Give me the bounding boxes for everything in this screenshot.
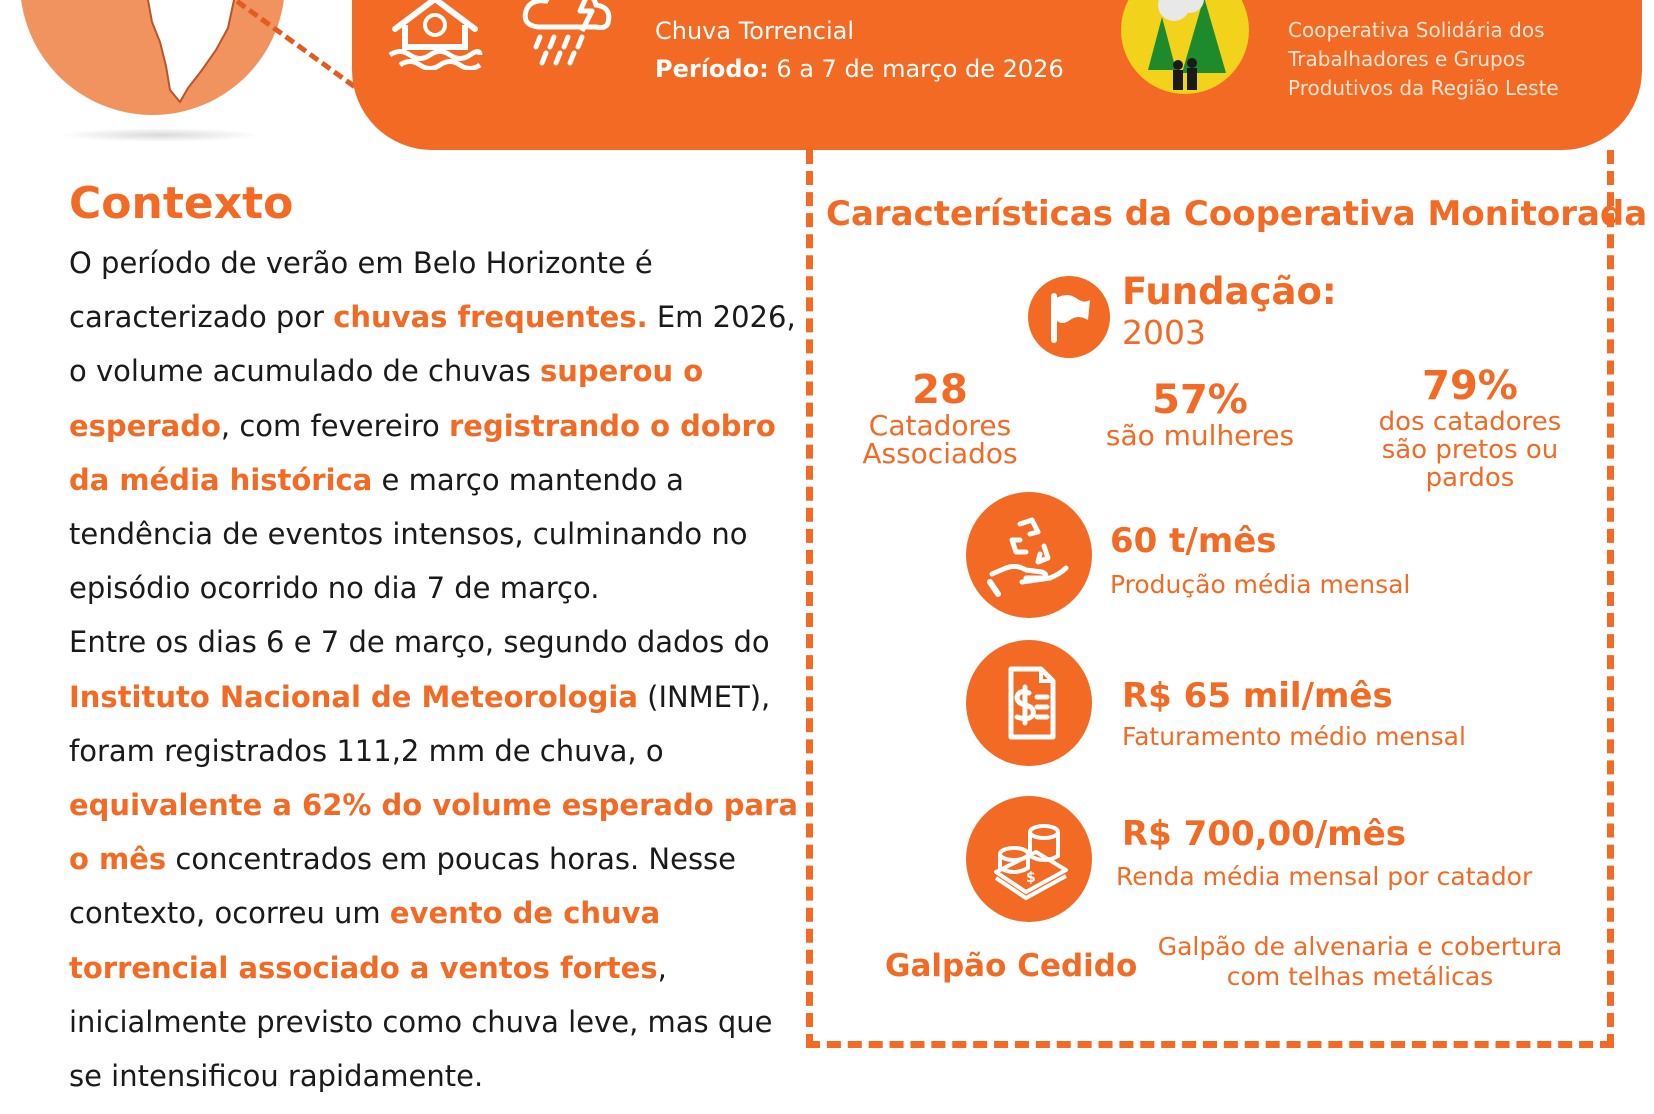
warehouse-description — [1150, 932, 1570, 992]
foundation-label: Fundação: — [1122, 270, 1337, 313]
stat-text: são mulheres — [1105, 419, 1295, 452]
context-highlight: Instituto Nacional de Meteorologia — [69, 679, 638, 714]
context-text: concentrados em poucas horas. Nesse contexto, ocorreu um — [69, 842, 737, 931]
recycling-hand-icon — [966, 492, 1092, 618]
revenue-label: Faturamento médio mensal — [1122, 722, 1466, 751]
stat-number: 28 — [912, 367, 968, 413]
cooperative-name-line: Trabalhadores e Grupos — [1288, 47, 1526, 71]
context-highlight: equivalente a 62% do volume esperado para o mês — [69, 788, 798, 877]
stat-text: Associados — [862, 437, 1018, 470]
stat-number: 57% — [1152, 377, 1248, 423]
stat-women — [1090, 378, 1310, 450]
stat-black-brown — [1370, 364, 1570, 492]
svg-text:$: $ — [1026, 870, 1036, 886]
revenue-value: R$ 65 mil/mês — [1122, 676, 1393, 716]
flag-icon — [1028, 276, 1110, 358]
income-value: R$ 700,00/mês — [1122, 814, 1407, 854]
stat-text: são pretos ou — [1381, 435, 1559, 465]
panel-title: Características da Cooperativa Monitorada — [826, 194, 1648, 234]
rain-storm-icon — [520, 0, 620, 75]
warehouse-description-line: Galpão de alvenaria e cobertura — [1157, 932, 1563, 961]
context-highlight: evento de chuva torrencial associado a ventos fortes — [69, 896, 661, 985]
context-text: O período de verão em Belo Horizonte é caracterizado por — [69, 246, 653, 335]
cooperative-name — [1288, 16, 1559, 103]
stat-text: Catadores — [868, 409, 1012, 442]
context-text: Entre os dias 6 e 7 de março, segundo dados do — [69, 625, 770, 660]
globe-map-icon — [20, 0, 285, 115]
context-text: , com fevereiro — [220, 408, 449, 443]
context-body — [69, 236, 809, 1103]
context-text: , inicialmente previsto como chuva leve, mas que se intensificou rapidamente. — [69, 950, 773, 1094]
warehouse-description-line: com telhas metálicas — [1226, 962, 1494, 991]
cooperative-name-line: Produtivos da Região Leste — [1288, 76, 1559, 100]
context-text: Em 2026, o volume acumulado de chuvas — [69, 300, 796, 389]
globe-shadow — [60, 128, 260, 142]
cooperative-name-line: Cooperativa Solidária dos — [1288, 18, 1545, 42]
coins-money-icon — [966, 796, 1092, 922]
foundation-year: 2003 — [1122, 313, 1206, 352]
context-title: Contexto — [69, 178, 294, 229]
event-period — [655, 55, 1064, 83]
context-highlight: registrando o dobro da média histórica — [69, 408, 776, 497]
context-highlight: chuvas frequentes. — [333, 300, 648, 335]
event-type: Chuva Torrencial — [655, 17, 854, 45]
stat-text: dos catadores — [1378, 407, 1562, 437]
warehouse-title: Galpão Cedido — [885, 948, 1138, 984]
stat-associates — [850, 368, 1030, 468]
context-text: e março mantendo a tendência de eventos intensos, culminando no episódio ocorrido no dia 7 de março. — [69, 462, 748, 606]
flooded-house-recycling-icon — [385, 0, 485, 75]
context-highlight: superou o esperado — [69, 354, 704, 443]
event-period-value: 6 a 7 de março de 2026 — [768, 55, 1064, 83]
stat-number: 79% — [1422, 363, 1518, 409]
stat-text: pardos — [1425, 463, 1515, 493]
context-text: (INMET), foram registrados 111,2 mm de chuva, o — [69, 679, 771, 768]
invoice-dollar-icon — [966, 640, 1092, 766]
production-value: 60 t/mês — [1110, 521, 1277, 561]
event-period-label: Período: — [655, 55, 769, 83]
production-label: Produção média mensal — [1110, 570, 1411, 599]
cooperative-logo — [1120, 0, 1250, 95]
income-label: Renda média mensal por catador — [1116, 862, 1533, 891]
